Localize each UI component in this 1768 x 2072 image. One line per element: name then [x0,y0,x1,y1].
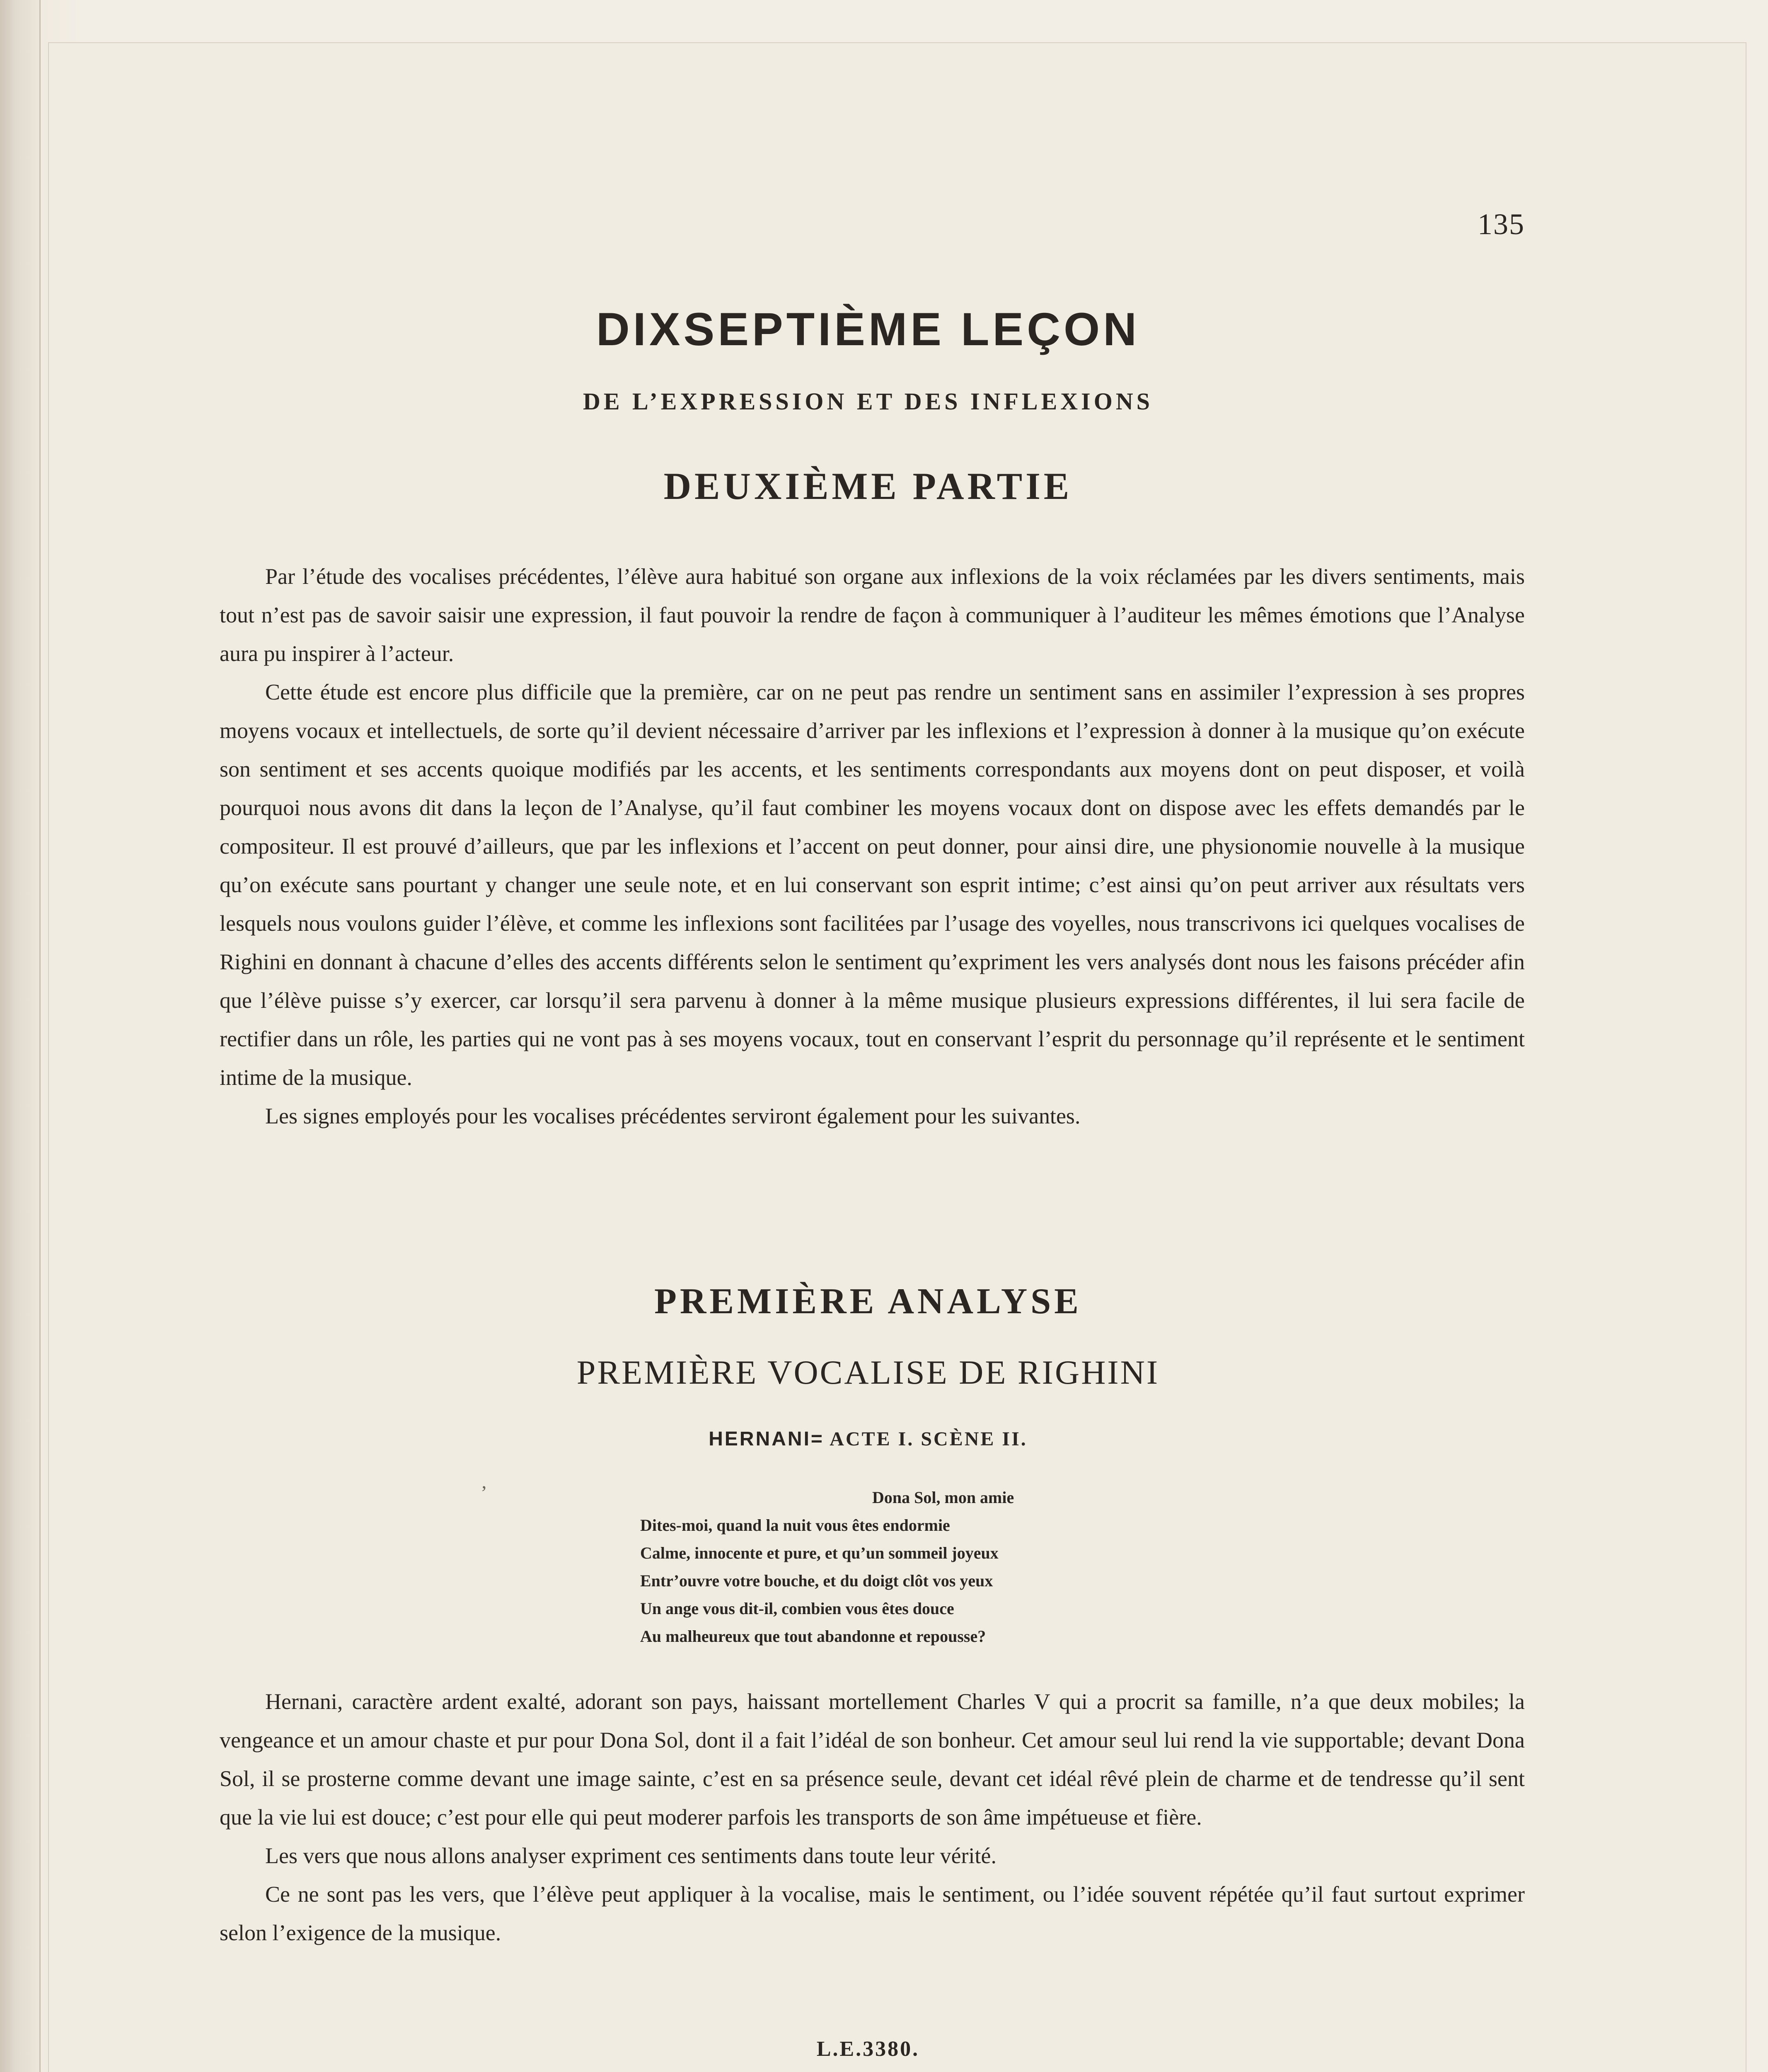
analysis-text [220,1682,1525,1952]
verse-line: Entr’ouvre votre bouche, et du doigt clôt vos yeux [640,1571,993,1590]
analysis-paragraph-3: Ce ne sont pas les vers, que l’élève peut appliquer à la vocalise, mais le sentiment, ou l’idée souvent répétée qu’il faut surtout exprimer selon l’exigence de la musique. [220,1882,1525,1945]
stray-mark: ’ [481,1482,487,1504]
analysis-paragraph-2: Les vers que nous allons analyser expriment ces sentiments dans toute leur vérité. [265,1843,996,1868]
scene-reference: ACTE I. SCÈNE II. [830,1428,1028,1450]
vocalise-heading: PREMIÈRE VOCALISE DE RIGHINI [576,1353,1160,1391]
page-number: 135 [1478,208,1525,241]
lesson-subtitle: DE L’EXPRESSION ET DES INFLEXIONS [583,388,1154,415]
intro-paragraph-3: Les signes employés pour les vocalises précédentes serviront également pour les suivantes. [265,1104,1081,1128]
character-name: HERNANI= [709,1428,824,1450]
verse-line: Dona Sol, mon amie [872,1488,1014,1507]
intro-paragraph-1: Par l’étude des vocalises précédentes, l’élève aura habitué son organe aux inflexions de la voix réclamées par les divers sentiments, mais tout n’est pas de savoir saisir une expression, il faut pouvoir la rendre de façon à communiquer à l’auditeur les mêmes émotions que l’Analyse aura pu inspirer à l’acteur. [220,564,1525,666]
intro-paragraph-2: Cette étude est encore plus difficile que la première, car on ne peut pas rendre un sentiment sans en assimiler l’expression à ses propres moyens vocaux et intellectuels, de sorte qu’il devient nécessaire d’arriver par les inflexions et l’expression à donner à la musique qu’on exécute son sentiment et ses accents quoique modifiés par les accents, et les sentiments correspondants aux moyens dont on peut disposer, et voilà pourquoi nous avons dit dans la leçon de l’Analyse, qu’il faut combiner les moyens vocaux dont on dispose avec les effets demandés par le compositeur. Il est prouvé d’ailleurs, que par les inflexions et l’accent on peut donner, pour ainsi dire, une physionomie nouvelle à la musique qu’on exécute sans pourtant y changer une seule note, et en lui conservant son esprit intime; c’est ainsi qu’on peut arriver aux résultats vers lesquels nous voulons guider l’élève, et comme les inflexions sont facilitées par l’usage des voyelles, nous transcrivons ici quelques vocalises de Righini en donnant à chacune d’elles des accents différents selon le sentiment qu’expriment les vers analysés dont nous les faisons précéder afin que l’élève puisse s’y exercer, car lorsqu’il sera parvenu à donner à la même musique plusieurs expressions différentes, il lui sera facile de rectifier dans un rôle, les parties qui ne vont pas à ses moyens vocaux, tout en conservant l’esprit du personnage qu’il représente et le sentiment intime de la musique. [220,680,1525,1090]
analysis-heading: PREMIÈRE ANALYSE [654,1281,1082,1322]
part-heading: DEUXIÈME PARTIE [663,465,1073,507]
intro-text [220,557,1525,1135]
analysis-paragraph-1: Hernani, caractère ardent exalté, adorant son pays, haissant mortellement Charles V qui a procrit sa famille, n’a que deux mobiles; la vengeance et un amour chaste et pur pour Dona Sol, dont il a fait l’idéal de son bonheur. Cet amour seul lui rend la vie supportable; devant Dona Sol, il se prosterne comme devant une image sainte, c’est en sa présence seule, devant cet idéal rêvé plein de charme et de tendresse qu’il sent que la vie lui est douce; c’est pour elle qui peut moderer parfois les transports de son âme impétueuse et fière. [220,1689,1525,1830]
verse-line: Dites-moi, quand la nuit vous êtes endormie [640,1516,950,1535]
lesson-title: DIXSEPTIÈME LEÇON [596,303,1140,355]
act-reference [0,1428,1736,1450]
verse-block [640,1484,1137,1650]
verse-line: Calme, innocente et pure, et qu’un sommeil joyeux [640,1544,999,1562]
publisher-plate-number: L.E.3380. [816,2037,920,2061]
verse-line: Un ange vous dit-il, combien vous êtes douce [640,1599,954,1618]
verse-line: Au malheureux que tout abandonne et repousse? [640,1627,986,1646]
